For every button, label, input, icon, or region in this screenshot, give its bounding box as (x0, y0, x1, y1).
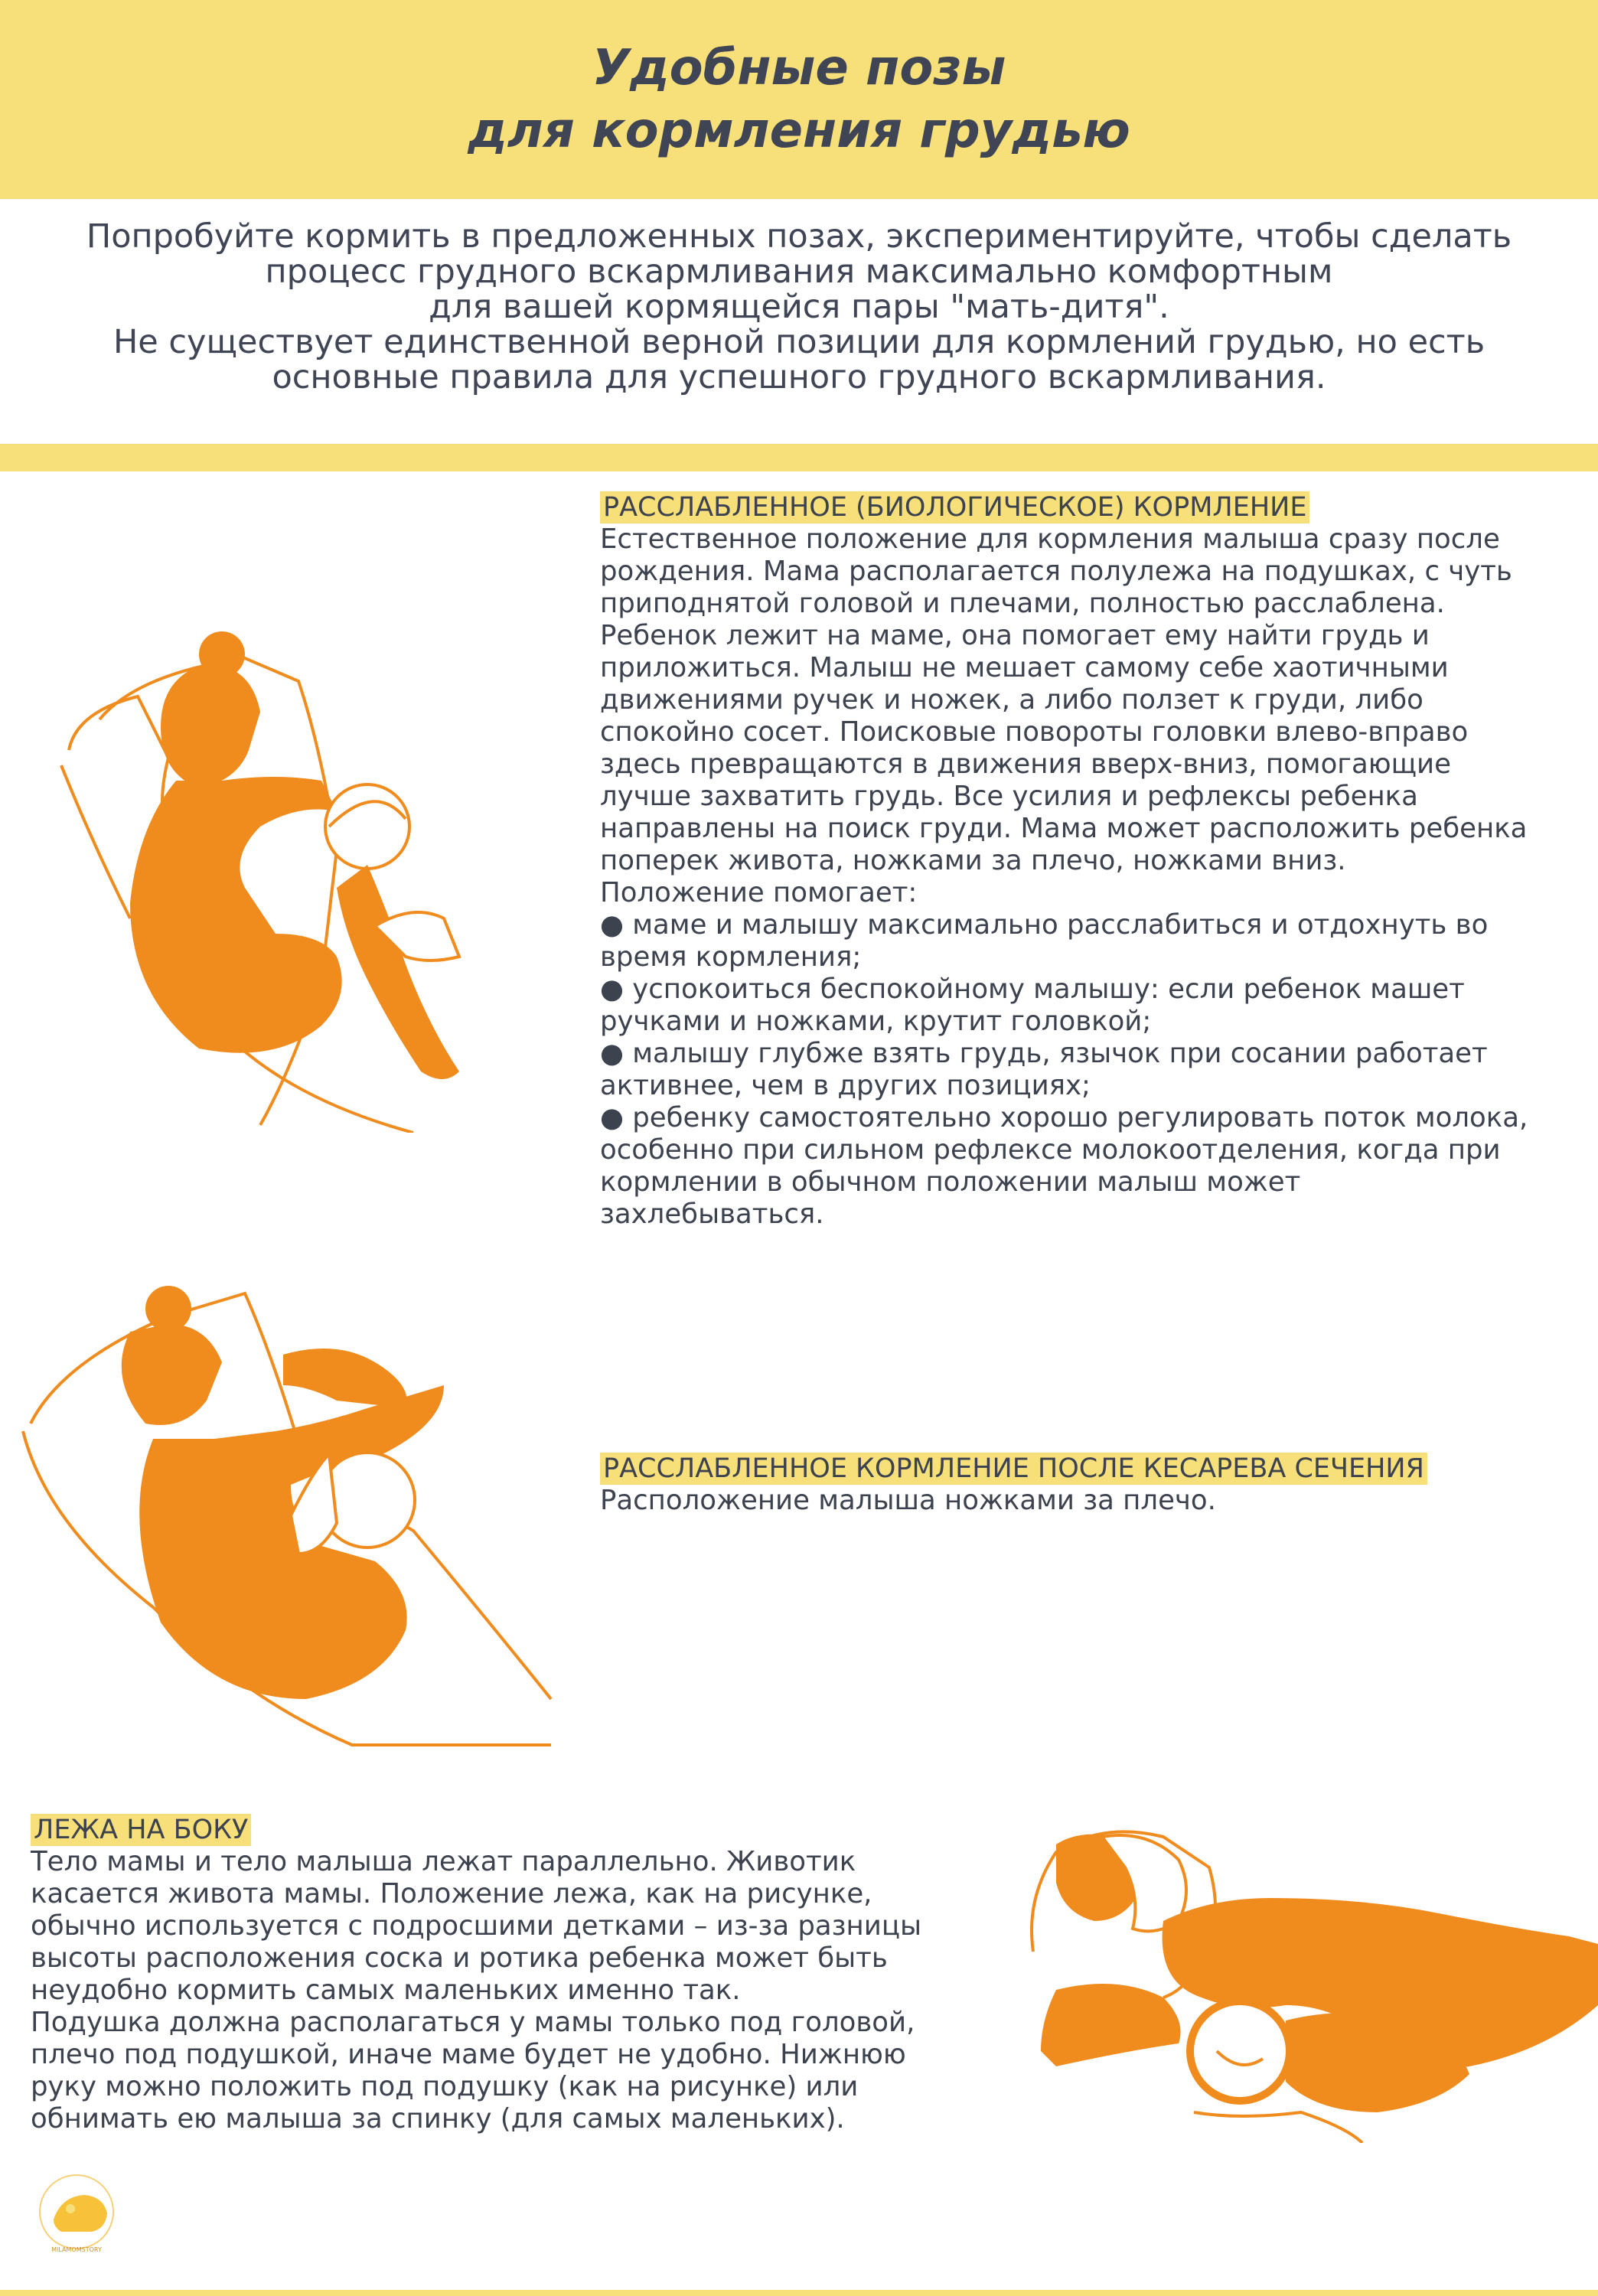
text-line: высоты расположения соска и ротика ребенка может быть (31, 1942, 888, 1974)
section-side-lying (31, 1814, 995, 2135)
text-line: обычно используется с подросшими детками – из-за разницы (31, 1910, 922, 1942)
illustration-side-lying (1010, 1821, 1598, 2143)
intro-line: основные правила для успешного грудного вскармливания. (272, 358, 1326, 396)
intro-line: Не существует единственной верной позиции для кормлений грудью, но есть (113, 323, 1485, 361)
footer-bar (0, 2290, 1598, 2296)
illustration-cesarean-feeding (15, 1270, 566, 1760)
text-line: ● успокоиться беспокойному малышу: если ребенок машет (600, 974, 1465, 1005)
text-line: Тело мамы и тело малыша лежат параллельно. Животик (31, 1846, 856, 1877)
illustration-relaxed-feeding (46, 597, 551, 1133)
intro-line: для вашей кормящейся пары "мать-дитя". (429, 288, 1169, 326)
section-heading: РАССЛАБЛЕННОЕ КОРМЛЕНИЕ ПОСЛЕ КЕСАРЕВА СЕЧЕНИЯ (600, 1453, 1427, 1485)
intro-line: процесс грудного вскармливания максимально комфортным (265, 253, 1333, 291)
text-line: ● маме и малышу максимально расслабиться и отдохнуть во (600, 909, 1489, 941)
section-relaxed-feeding (600, 491, 1572, 1231)
header-banner (0, 0, 1598, 199)
text-line: ручками и ножками, крутит головкой; (600, 1006, 1152, 1037)
text-line: поперек живота, ножками за плечо, ножками вниз. (600, 845, 1346, 876)
text-line: плечо под подушкой, иначе маме будет не удобно. Нижнюю (31, 2039, 906, 2070)
text-line: руку можно положить под подушку (как на рисунке) или (31, 2071, 859, 2102)
text-line: Расположение малыша ножками за плечо. (600, 1485, 1216, 1516)
section-heading: ЛЕЖА НА БОКУ (31, 1814, 251, 1846)
text-line: рождения. Мама располагается полулежа на подушках, с чуть (600, 556, 1512, 587)
intro-text (31, 219, 1567, 395)
section-cesarean-feeding (600, 1453, 1572, 1517)
text-line: приподнятой головой и плечами, полностью расслаблена. (600, 588, 1445, 619)
text-line: захлебываться. (600, 1199, 824, 1230)
page-title-line-1: Удобные позы (592, 40, 1006, 96)
text-line: лучше захватить грудь. Все усилия и рефлексы ребенка (600, 781, 1418, 812)
logo-text: MILAMOMSTORY (51, 2246, 102, 2253)
text-line: движениями ручек и ножек, а либо ползет к груди, либо (600, 684, 1424, 716)
text-line: активнее, чем в других позициях; (600, 1070, 1091, 1101)
text-line: обнимать ею малыша за спинку (для самых маленьких). (31, 2103, 845, 2135)
section-heading: РАССЛАБЛЕННОЕ (БИОЛОГИЧЕСКОЕ) КОРМЛЕНИЕ (600, 491, 1309, 523)
text-line: направлены на поиск груди. Мама может расположить ребенка (600, 813, 1528, 844)
text-line: здесь превращаются в движения вверх-вниз, помогающие (600, 748, 1451, 780)
text-line: касается живота мамы. Положение лежа, как на рисунке, (31, 1878, 872, 1910)
intro-line: Попробуйте кормить в предложенных позах, экспериментируйте, чтобы сделать (86, 217, 1512, 256)
text-line: особенно при сильном рефлексе молокоотделения, когда при (600, 1134, 1501, 1166)
text-line: Естественное положение для кормления малыша сразу после (600, 523, 1500, 555)
text-line: неудобно кормить самых маленьких именно так. (31, 1975, 741, 2006)
text-line: кормлении в обычном положении малыш может (600, 1166, 1301, 1198)
text-line: Ребенок лежит на маме, она помогает ему найти грудь и (600, 620, 1430, 651)
page-title-line-2: для кормления грудью (468, 103, 1130, 159)
text-line: ● малышу глубже взять грудь, язычок при сосании работает (600, 1038, 1488, 1069)
separator-bar (0, 444, 1598, 471)
text-line: время кормления; (600, 941, 862, 973)
text-line: Подушка должна располагаться у мамы только под головой, (31, 2007, 915, 2038)
text-line: приложиться. Малыш не мешает самому себе хаотичными (600, 652, 1449, 683)
text-line: спокойно сосет. Поисковые повороты головки влево-вправо (600, 716, 1469, 748)
brand-logo (31, 2166, 138, 2273)
text-line: Положение помогает: (600, 877, 918, 908)
text-line: ● ребенку самостоятельно хорошо регулировать поток молока, (600, 1102, 1528, 1133)
